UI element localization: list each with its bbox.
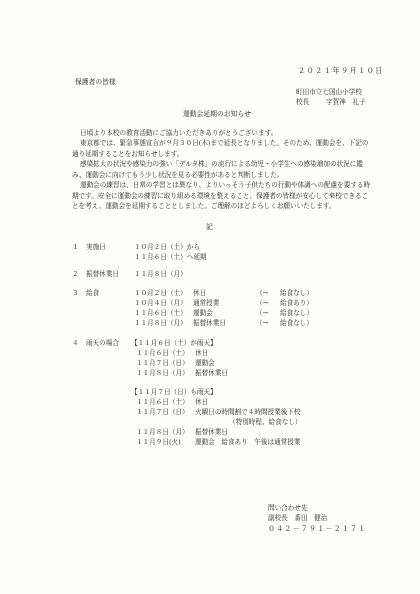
contact-heading: 問い合わせ先 <box>268 504 308 512</box>
rain-case-1-date: １１月８日（月） <box>136 369 189 377</box>
ki-heading: 記 <box>206 223 213 231</box>
lunch-row-arrow: （→ <box>256 299 269 307</box>
lunch-row-date: １１月８日（月） <box>134 319 187 327</box>
lunch-row-arrow: （→ <box>256 309 269 317</box>
section-1-number: １ <box>72 243 79 251</box>
contact-phone: ０４２－７９１－２１７１ <box>268 525 367 533</box>
section-1-label: 実施日 <box>86 243 106 251</box>
rain-case-2-event: 休日 <box>195 398 209 406</box>
document-title: 運動会延期のお知らせ <box>183 110 251 118</box>
rain-case-2-event: 振替休業日 <box>195 428 228 436</box>
principal-name: 宇賀神 礼子 <box>326 98 366 106</box>
rain-case-2-date: １１月９日(火) <box>136 438 181 446</box>
section-2-line: １１月８日（月） <box>134 270 187 278</box>
lunch-row-event: 休日 <box>193 289 207 297</box>
rain-case-2-title: 【１１月７日（日）も雨天】 <box>131 388 217 396</box>
lunch-row-status: 給食なし） <box>280 309 313 317</box>
section-1-line: １０月２日（土）から <box>134 243 200 251</box>
lunch-row-event: 運動会 <box>193 309 213 317</box>
section-4-label: 雨天の場合 <box>86 339 119 347</box>
rain-case-2-date: １１月８日（月） <box>136 428 189 436</box>
rain-case-1-event: 運動会 <box>195 359 215 367</box>
recipient: 保護者の皆様 <box>75 78 116 86</box>
lunch-row-status: 給食あり） <box>280 299 313 307</box>
lunch-row-date: １０月２日（土） <box>134 289 187 297</box>
rain-case-1-title: 【１１月６日（土）が雨天】 <box>131 339 217 347</box>
section-1-line: １１月６日（土）へ延期 <box>134 253 207 261</box>
rain-case-2-event: 火曜日の時間割で４時間授業後下校 <box>195 408 301 416</box>
rain-case-1-event: 休日 <box>195 349 209 357</box>
lunch-row-status: 給食なし） <box>280 319 313 327</box>
section-3-label: 給食 <box>86 289 100 297</box>
lunch-row-arrow: （→ <box>256 289 269 297</box>
rain-case-1-date: １１月６日（土） <box>136 349 189 357</box>
paragraph-greeting: 日頃より本校の教育活動にご協力いただきありがとうございます。 <box>80 129 278 137</box>
rain-case-1-event: 振替休業日 <box>195 369 228 377</box>
principal-title: 校長 <box>296 98 310 106</box>
section-4-number: ４ <box>72 339 79 347</box>
section-3-number: ３ <box>72 289 79 297</box>
document-date: ２０２１年９月１０日 <box>298 66 384 75</box>
lunch-row-event: 振替休業日 <box>193 319 226 327</box>
section-2-label: 振替休業日 <box>86 270 119 278</box>
rain-case-2-note: （特別時程、給食なし） <box>229 418 302 426</box>
paragraph-delta: 感染拡大の状況や感染力の強い「デルタ株」の流行による幼児・小学生への感染増加の状況に鑑み、運動会に向けてもう少し状況を見る必要性があると判断しました。 <box>72 160 363 179</box>
rain-case-2-date: １１月６日（土） <box>136 398 189 406</box>
rain-case-2-date: １１月７日（日） <box>136 408 189 416</box>
rain-case-2-event: 運動会 給食あり 午後は通常授業 <box>195 438 301 446</box>
paragraph-emergency: 東京都では、緊急事態宣言が９月３０日(木)まで延長となりました。そのため、運動会を、下記の通り延期することをお知らせします。 <box>72 139 369 158</box>
lunch-row-event: 通常授業 <box>193 299 220 307</box>
paragraph-reason: 運動会の練習は、日常の学習とは異なり、よりいっそう子供たちの行動や体調への配慮を要する時期です。安全に運動会の練習に取り組める環境を整えること、保護者の皆様が安心して来校できることを考え、運動会を延期することとしました。ご理解のほどよろしくお願いいたします。 <box>72 181 371 210</box>
lunch-row-date: １１月６日（土） <box>134 309 187 317</box>
lunch-row-date: １０月４日（月） <box>134 299 187 307</box>
school-name: 町田市立七国山小学校 <box>296 88 362 96</box>
section-2-number: ２ <box>72 270 79 278</box>
rain-case-1-date: １１月７日（日） <box>136 359 189 367</box>
lunch-row-status: 給食なし） <box>280 289 313 297</box>
contact-person: 副校長 番田 健治 <box>268 514 328 522</box>
lunch-row-arrow: （→ <box>256 319 269 327</box>
